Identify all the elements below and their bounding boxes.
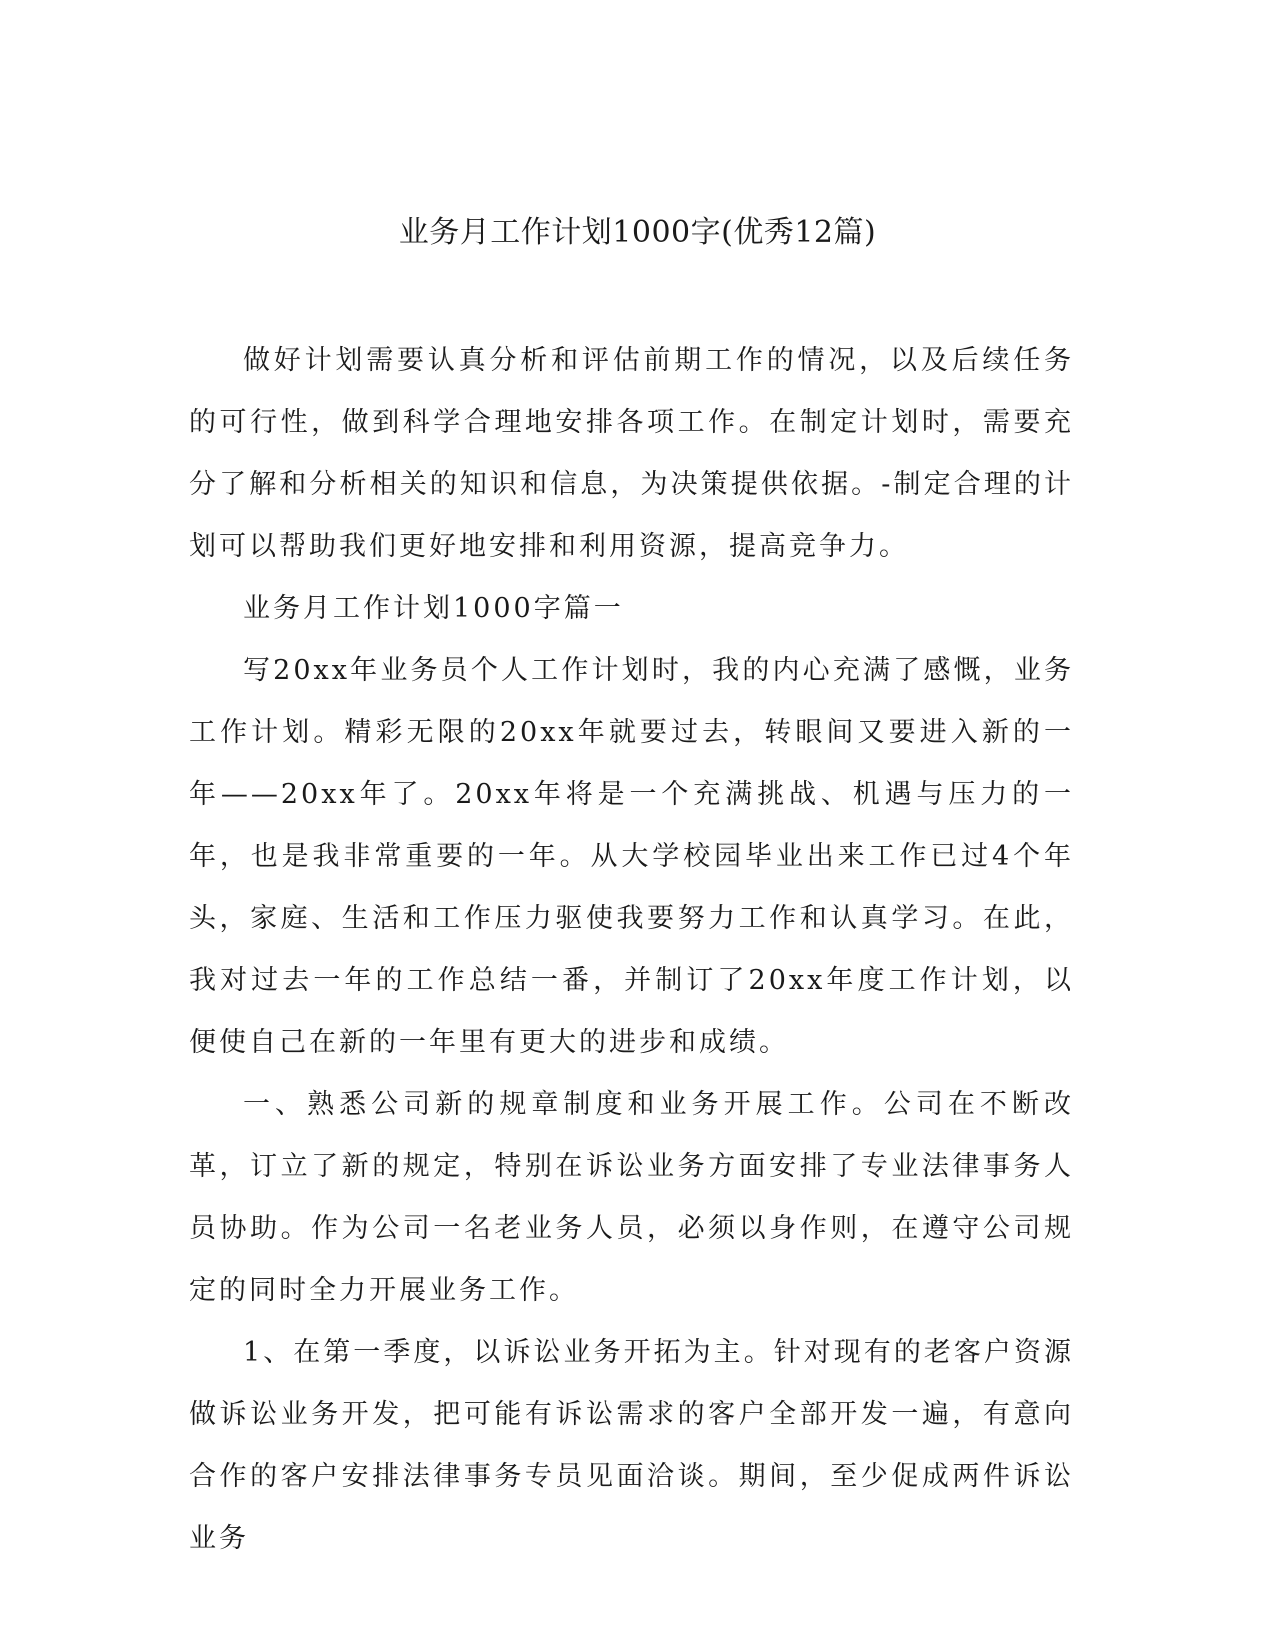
body-paragraph: 一、熟悉公司新的规章制度和业务开展工作。公司在不断改革，订立了新的规定，特别在诉讼业务方面安排了专业法律事务人员协助。作为公司一名老业务人员，必须以身作则，在遵守公司规定的同时全力开展业务工作。 [189,1089,1074,1306]
section-heading: 业务月工作计划1000字篇一 [243,593,624,624]
body-paragraph: 写20xx年业务员个人工作计划时，我的内心充满了感慨，业务工作计划。精彩无限的20xx年就要过去，转眼间又要进入新的一年——20xx年了。20xx年将是一个充满挑战、机遇与压力的一年，也是我非常重要的一年。从大学校园毕业出来工作已过4个年头，家庭、生活和工作压力驱使我要努力工作和认真学习。在此，我对过去一年的工作总结一番，并制订了20xx年度工作计划，以便使自己在新的一年里有更大的进步和成绩。 [189,655,1074,1058]
intro-paragraph: 做好计划需要认真分析和评估前期工作的情况，以及后续任务的可行性，做到科学合理地安排各项工作。在制定计划时，需要充分了解和分析相关的知识和信息，为决策提供依据。-制定合理的计划可以帮助我们更好地安排和利用资源，提高竞争力。 [189,345,1074,562]
document-title: 业务月工作计划1000字(优秀12篇) [398,215,877,250]
document-body [189,330,1074,1570]
body-paragraph: 1、在第一季度，以诉讼业务开拓为主。针对现有的老客户资源做诉讼业务开发，把可能有诉讼需求的客户全部开发一遍，有意向合作的客户安排法律事务专员见面洽谈。期间，至少促成两件诉讼业务 [189,1337,1074,1554]
